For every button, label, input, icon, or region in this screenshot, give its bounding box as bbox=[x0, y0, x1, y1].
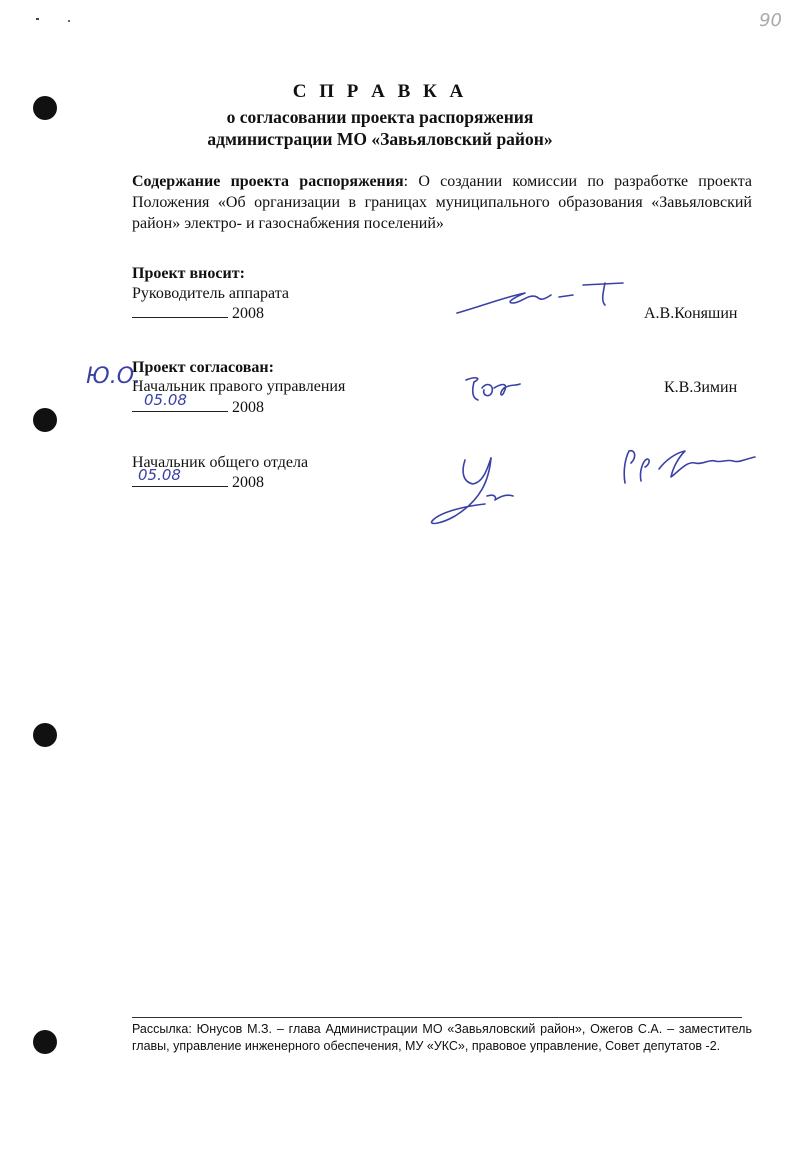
submitter-heading: Проект вносит: bbox=[132, 265, 245, 282]
punch-hole bbox=[33, 408, 57, 432]
scan-speck bbox=[36, 18, 39, 20]
content-text: : О создании комиссии по разработке проекта Положения «Об организации в границах муниципального образования «Завьяловский район» электро- и газоснабжения поселений» bbox=[132, 173, 752, 232]
content-label: Содержание проекта распоряжения bbox=[132, 173, 404, 190]
footer-divider bbox=[132, 1017, 742, 1018]
margin-note: Ю.О. bbox=[86, 364, 142, 389]
approval-heading: Проект согласован: bbox=[132, 359, 274, 376]
approval-signature bbox=[464, 372, 534, 404]
submitter-position: Руководитель аппарата bbox=[132, 285, 290, 302]
punch-hole bbox=[33, 723, 57, 747]
general-dept-year: 2008 bbox=[232, 474, 264, 491]
date-blank bbox=[132, 302, 228, 318]
document-title: С П Р А В К А bbox=[292, 81, 468, 102]
content-paragraph bbox=[132, 171, 752, 234]
general-dept-position: Начальник общего отдела bbox=[132, 454, 309, 471]
handwritten-date: 05.08 bbox=[144, 391, 187, 409]
approval-position: Начальник правого управления bbox=[132, 378, 346, 395]
general-dept-signature-2 bbox=[615, 445, 765, 490]
submitter-date-line bbox=[132, 302, 264, 324]
approval-name: К.В.Зимин bbox=[664, 379, 738, 396]
date-blank bbox=[132, 391, 228, 412]
date-blank bbox=[132, 466, 228, 487]
punch-hole bbox=[33, 1030, 57, 1054]
distribution-list: Рассылка: Юнусов М.З. – глава Администрации МО «Завьяловский район», Ожегов С.А. – заместитель главы, управление инженерного обеспечения, МУ «УКС», правовое управление, Совет депутатов -2. bbox=[132, 1022, 752, 1053]
submitter-name: А.В.Коняшин bbox=[644, 305, 738, 322]
document-subtitle-line2: администрации МО «Завьяловский район» bbox=[207, 129, 553, 149]
handwritten-date: 05.08 bbox=[138, 466, 181, 484]
submitter-signature bbox=[455, 275, 630, 320]
submitter-year: 2008 bbox=[232, 305, 264, 322]
approval-date-line bbox=[132, 391, 264, 418]
scan-speck bbox=[68, 20, 70, 22]
general-dept-date-line bbox=[132, 466, 264, 493]
page-number: 90 bbox=[759, 10, 782, 31]
general-dept-signature bbox=[425, 450, 520, 530]
document-subtitle-line1: о согласовании проекта распоряжения bbox=[226, 107, 534, 127]
approval-year: 2008 bbox=[232, 399, 264, 416]
